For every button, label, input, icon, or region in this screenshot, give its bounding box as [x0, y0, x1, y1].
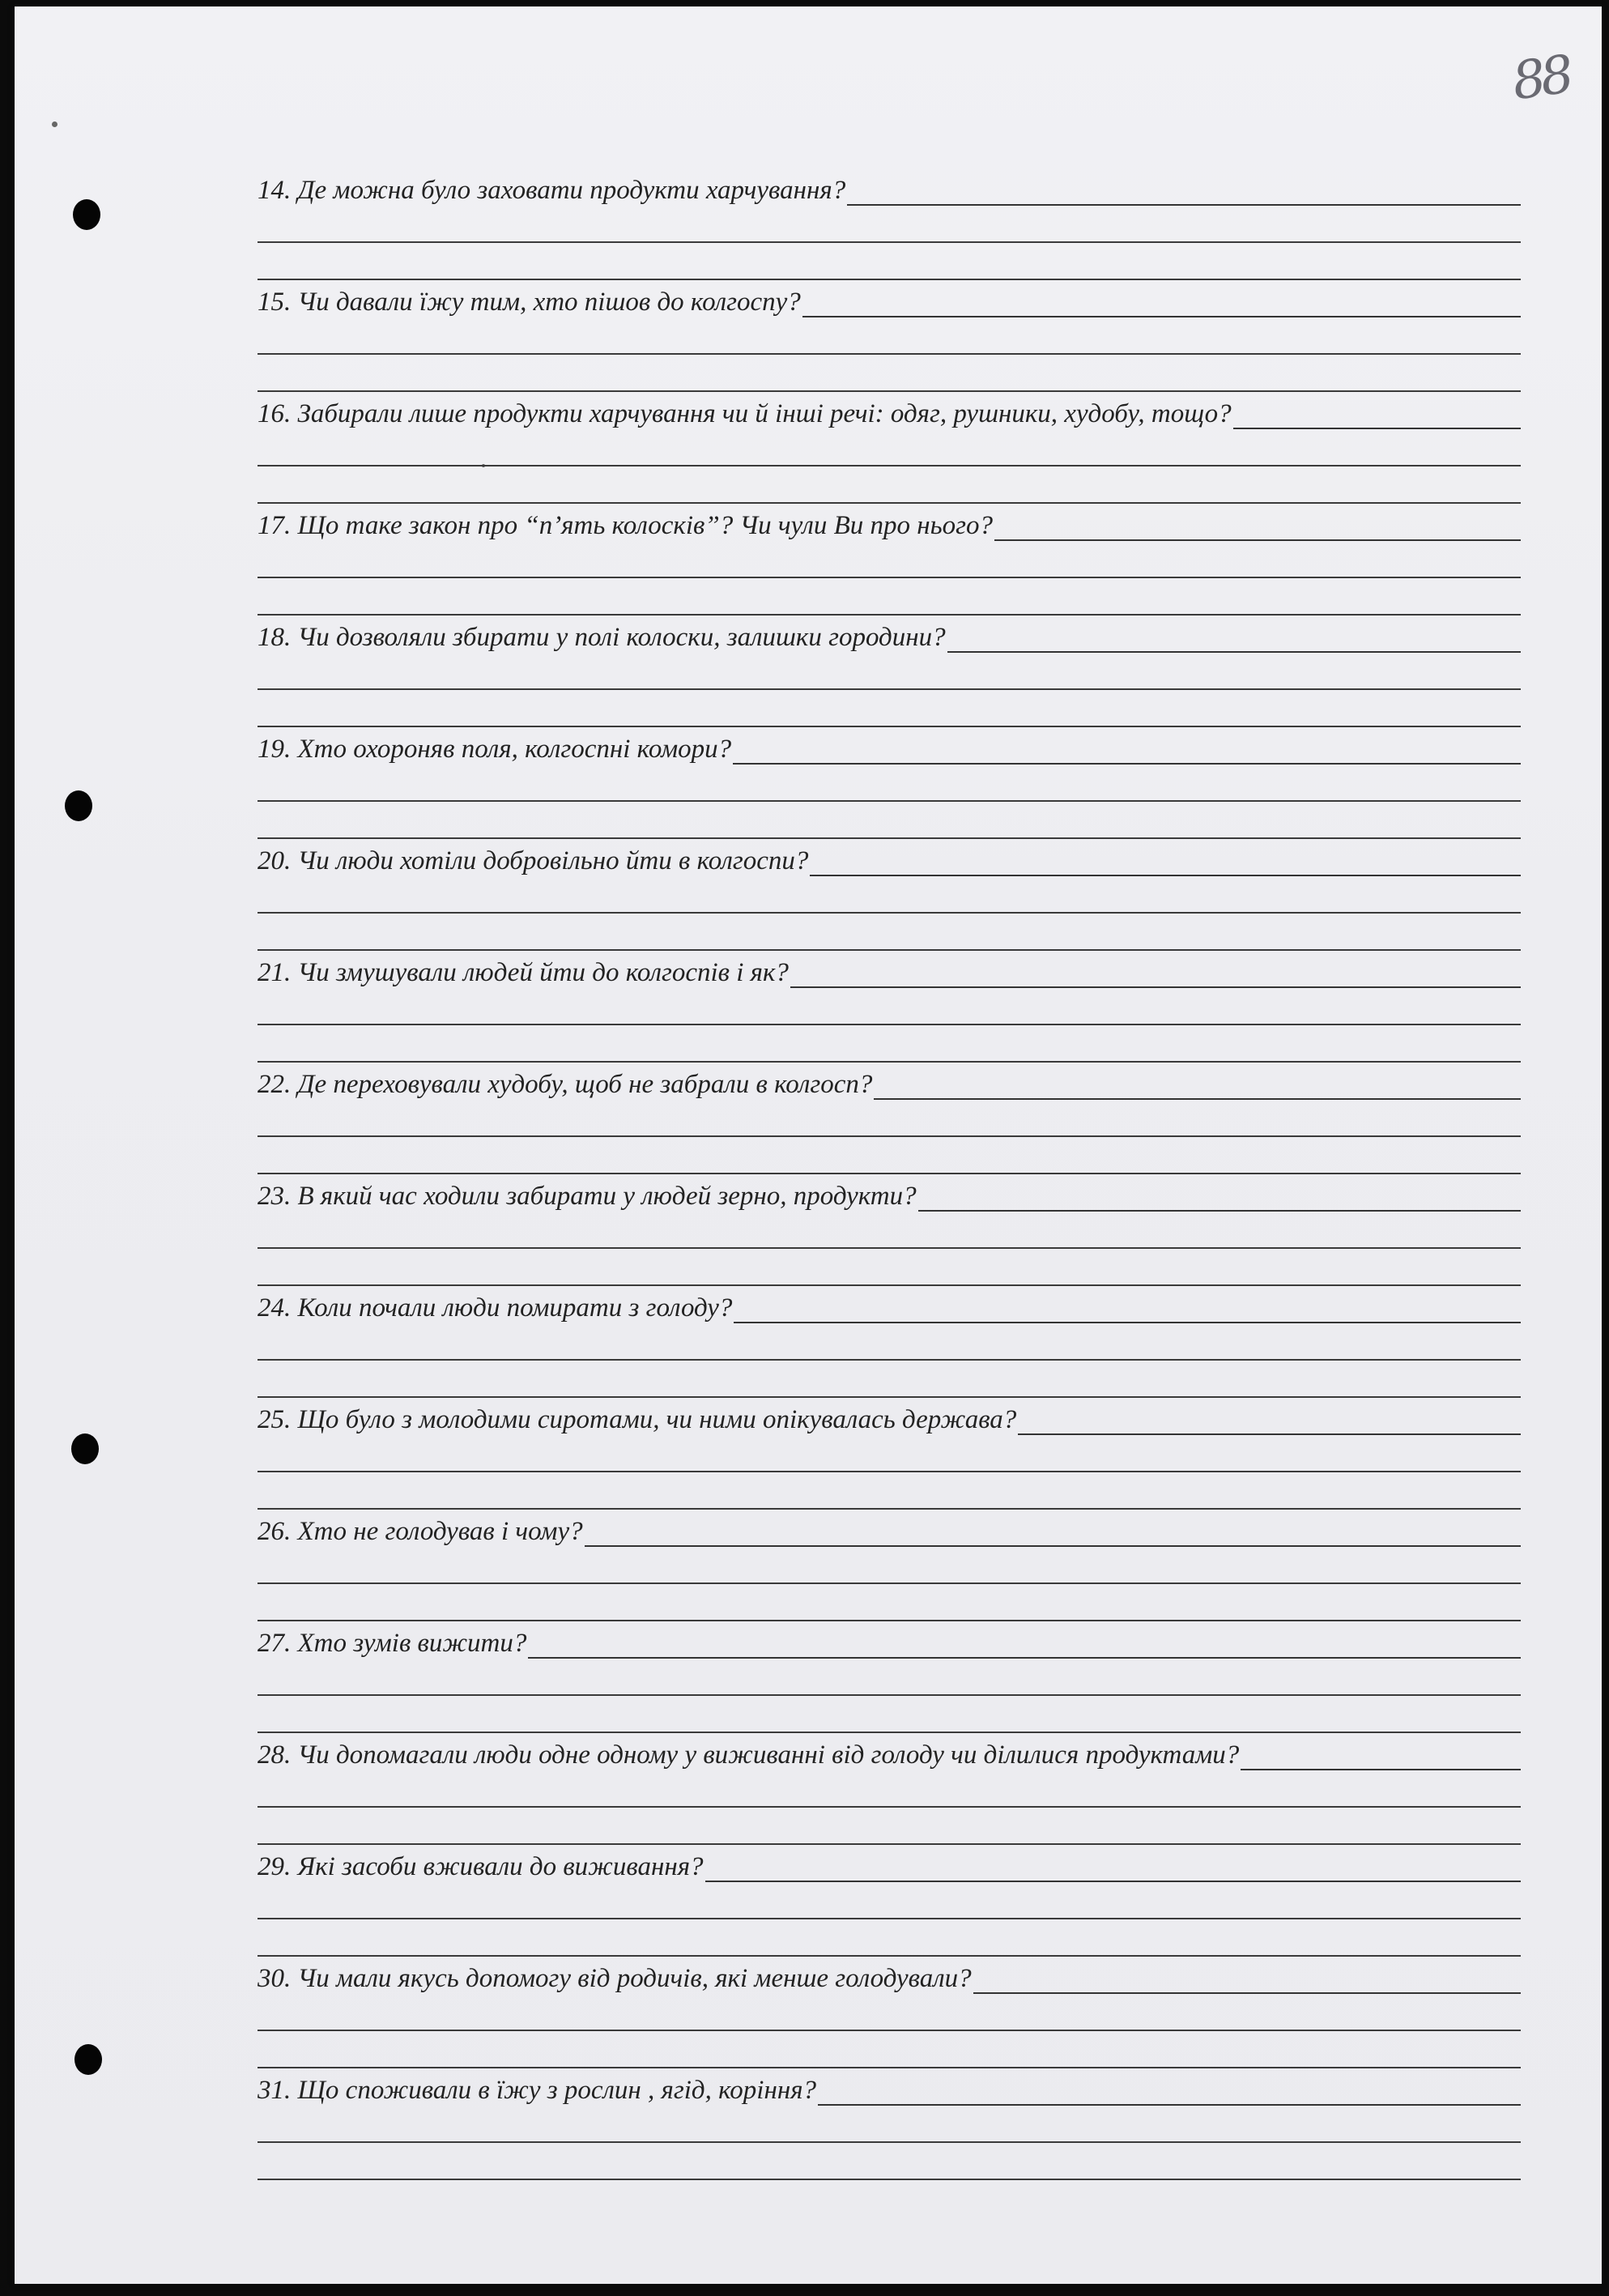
answer-line[interactable]: [258, 466, 1521, 504]
question-number: 23.: [258, 1182, 292, 1211]
question-text: Чи змушували людей йти до колгоспів і як?: [297, 958, 789, 987]
question-row: [258, 1845, 1521, 1882]
answer-blank-inline[interactable]: [528, 1657, 1521, 1659]
question-text: Що таке закон про “п’ять колосків”? Чи чули Ви про нього?: [297, 511, 993, 540]
paper-speck: [52, 121, 57, 127]
question-row: [258, 1957, 1521, 1994]
question-number: 30.: [258, 1964, 292, 1993]
question-text: Хто охороняв поля, колгоспні комори?: [297, 735, 732, 764]
answer-line[interactable]: [258, 1100, 1521, 1137]
answer-line[interactable]: [258, 1361, 1521, 1398]
question-item: [258, 1398, 1521, 1510]
question-label: [258, 1630, 526, 1659]
question-label: [258, 848, 808, 876]
answer-line[interactable]: [258, 2031, 1521, 2068]
question-label: [258, 1519, 583, 1547]
question-item: [258, 727, 1521, 839]
answer-line[interactable]: [258, 876, 1521, 914]
question-item: [258, 2068, 1521, 2180]
question-item: [258, 839, 1521, 951]
answer-line[interactable]: [258, 1212, 1521, 1249]
question-number: 14.: [258, 176, 292, 205]
answer-line[interactable]: [258, 355, 1521, 392]
answer-blank-inline[interactable]: [734, 1322, 1521, 1323]
answer-line[interactable]: [258, 690, 1521, 727]
punch-hole: [74, 2044, 102, 2075]
question-row: [258, 2068, 1521, 2106]
answer-line[interactable]: [258, 914, 1521, 951]
question-row: [258, 1398, 1521, 1435]
answer-line[interactable]: [258, 1547, 1521, 1584]
punch-hole: [73, 199, 100, 230]
answer-line[interactable]: [258, 653, 1521, 690]
handwritten-page-number: 88: [1509, 45, 1573, 113]
question-text: Чи дозволяли збирати у полі колоски, залишки городини?: [297, 623, 946, 652]
answer-blank-inline[interactable]: [1018, 1433, 1521, 1435]
answer-line[interactable]: [258, 1323, 1521, 1361]
question-item: [258, 1286, 1521, 1398]
question-label: [258, 2077, 816, 2106]
question-row: [258, 1510, 1521, 1547]
document-page: [15, 6, 1602, 2284]
question-row: [258, 1063, 1521, 1100]
question-text: Які засоби вживали до виживання?: [297, 1852, 704, 1881]
question-label: [258, 1966, 972, 1994]
question-number: 27.: [258, 1629, 292, 1658]
question-row: [258, 839, 1521, 876]
answer-line[interactable]: [258, 243, 1521, 280]
question-label: [258, 960, 789, 988]
question-number: 21.: [258, 958, 292, 987]
answer-line[interactable]: [258, 802, 1521, 839]
answer-line[interactable]: [258, 1882, 1521, 1919]
question-text: Коли почали люди помирати з голоду?: [297, 1293, 733, 1323]
answer-line[interactable]: [258, 1472, 1521, 1510]
answer-line[interactable]: [258, 1808, 1521, 1845]
question-number: 22.: [258, 1070, 292, 1099]
answer-blank-inline[interactable]: [810, 875, 1521, 876]
question-row: [258, 1286, 1521, 1323]
question-label: [258, 1295, 732, 1323]
answer-line[interactable]: [258, 429, 1521, 466]
question-label: [258, 1071, 872, 1100]
question-label: [258, 513, 993, 541]
answer-line[interactable]: [258, 2143, 1521, 2180]
answer-line[interactable]: [258, 1249, 1521, 1286]
question-label: [258, 1854, 704, 1882]
answer-blank-inline[interactable]: [874, 1098, 1521, 1100]
question-number: 29.: [258, 1852, 292, 1881]
answer-line[interactable]: [258, 2106, 1521, 2143]
question-item: [258, 392, 1521, 504]
question-item: [258, 504, 1521, 616]
punch-hole: [71, 1433, 99, 1464]
question-item: [258, 616, 1521, 727]
question-text: Де переховували худобу, щоб не забрали в колгосп?: [297, 1070, 873, 1099]
answer-line[interactable]: [258, 1659, 1521, 1696]
question-text: Хто зумів вижити?: [297, 1629, 527, 1658]
question-item: [258, 1174, 1521, 1286]
answer-line[interactable]: [258, 1919, 1521, 1957]
question-item: [258, 168, 1521, 280]
answer-blank-inline[interactable]: [705, 1881, 1521, 1882]
question-row: [258, 1174, 1521, 1212]
answer-line[interactable]: [258, 1696, 1521, 1733]
answer-line[interactable]: [258, 1435, 1521, 1472]
question-label: [258, 624, 946, 653]
question-item: [258, 1510, 1521, 1621]
question-text: Чи мали якусь допомогу від родичів, які менше голодували?: [297, 1964, 972, 1993]
question-label: [258, 289, 801, 317]
answer-blank-inline[interactable]: [918, 1210, 1521, 1212]
question-text: Хто не голодував і чому?: [297, 1517, 583, 1546]
question-text: Чи давали їжу тим, хто пішов до колгоспу?: [297, 288, 801, 317]
question-row: [258, 280, 1521, 317]
answer-line[interactable]: [258, 1025, 1521, 1063]
question-label: [258, 736, 731, 765]
question-text: Що було з молодими сиротами, чи ними опікувалась держава?: [297, 1405, 1017, 1434]
question-number: 17.: [258, 511, 292, 540]
question-number: 20.: [258, 846, 292, 875]
answer-line[interactable]: [258, 1584, 1521, 1621]
answer-line[interactable]: [258, 578, 1521, 616]
answer-blank-inline[interactable]: [1233, 428, 1521, 429]
question-number: 15.: [258, 288, 292, 317]
question-row: [258, 951, 1521, 988]
question-row: [258, 1733, 1521, 1770]
question-number: 24.: [258, 1293, 292, 1323]
question-number: 31.: [258, 2076, 292, 2105]
question-number: 18.: [258, 623, 292, 652]
question-text: Чи люди хотіли добровільно йти в колгоспи?: [297, 846, 809, 875]
question-item: [258, 1063, 1521, 1174]
questionnaire: [258, 168, 1521, 2180]
answer-line[interactable]: [258, 206, 1521, 243]
question-item: [258, 951, 1521, 1063]
question-label: [258, 401, 1232, 429]
answer-line[interactable]: [258, 1770, 1521, 1808]
question-item: [258, 1733, 1521, 1845]
answer-blank-inline[interactable]: [733, 763, 1521, 765]
question-text: Чи допомагали люди одне одному у виживанні від голоду чи ділилися продуктами?: [297, 1740, 1240, 1770]
question-text: Що споживали в їжу з рослин , ягід, коріння?: [297, 2076, 817, 2105]
question-text: Забирали лише продукти харчування чи й інші речі: одяг, рушники, худобу, тощо?: [297, 399, 1232, 428]
question-row: [258, 1621, 1521, 1659]
question-row: [258, 168, 1521, 206]
answer-line[interactable]: [258, 1994, 1521, 2031]
answer-blank-inline[interactable]: [1241, 1769, 1521, 1770]
question-row: [258, 392, 1521, 429]
answer-blank-inline[interactable]: [790, 986, 1521, 988]
question-text: В який час ходили забирати у людей зерно, продукти?: [297, 1182, 917, 1211]
question-number: 26.: [258, 1517, 292, 1546]
question-number: 25.: [258, 1405, 292, 1434]
answer-blank-inline[interactable]: [847, 204, 1521, 206]
question-label: [258, 177, 845, 206]
answer-blank-inline[interactable]: [585, 1545, 1521, 1547]
question-item: [258, 1845, 1521, 1957]
answer-line[interactable]: [258, 765, 1521, 802]
question-label: [258, 1742, 1239, 1770]
question-item: [258, 1621, 1521, 1733]
answer-blank-inline[interactable]: [947, 651, 1521, 653]
answer-blank-inline[interactable]: [973, 1992, 1521, 1994]
answer-line[interactable]: [258, 317, 1521, 355]
question-item: [258, 280, 1521, 392]
question-number: 16.: [258, 399, 292, 428]
answer-line[interactable]: [258, 1137, 1521, 1174]
question-label: [258, 1407, 1016, 1435]
question-row: [258, 727, 1521, 765]
answer-blank-inline[interactable]: [818, 2104, 1521, 2106]
answer-blank-inline[interactable]: [802, 316, 1521, 317]
question-label: [258, 1183, 917, 1212]
question-row: [258, 616, 1521, 653]
punch-hole: [65, 790, 92, 821]
answer-line[interactable]: [258, 541, 1521, 578]
question-number: 28.: [258, 1740, 292, 1770]
question-number: 19.: [258, 735, 292, 764]
question-item: [258, 1957, 1521, 2068]
answer-line[interactable]: [258, 988, 1521, 1025]
question-text: Де можна було заховати продукти харчування?: [297, 176, 846, 205]
answer-blank-inline[interactable]: [994, 539, 1521, 541]
question-row: [258, 504, 1521, 541]
